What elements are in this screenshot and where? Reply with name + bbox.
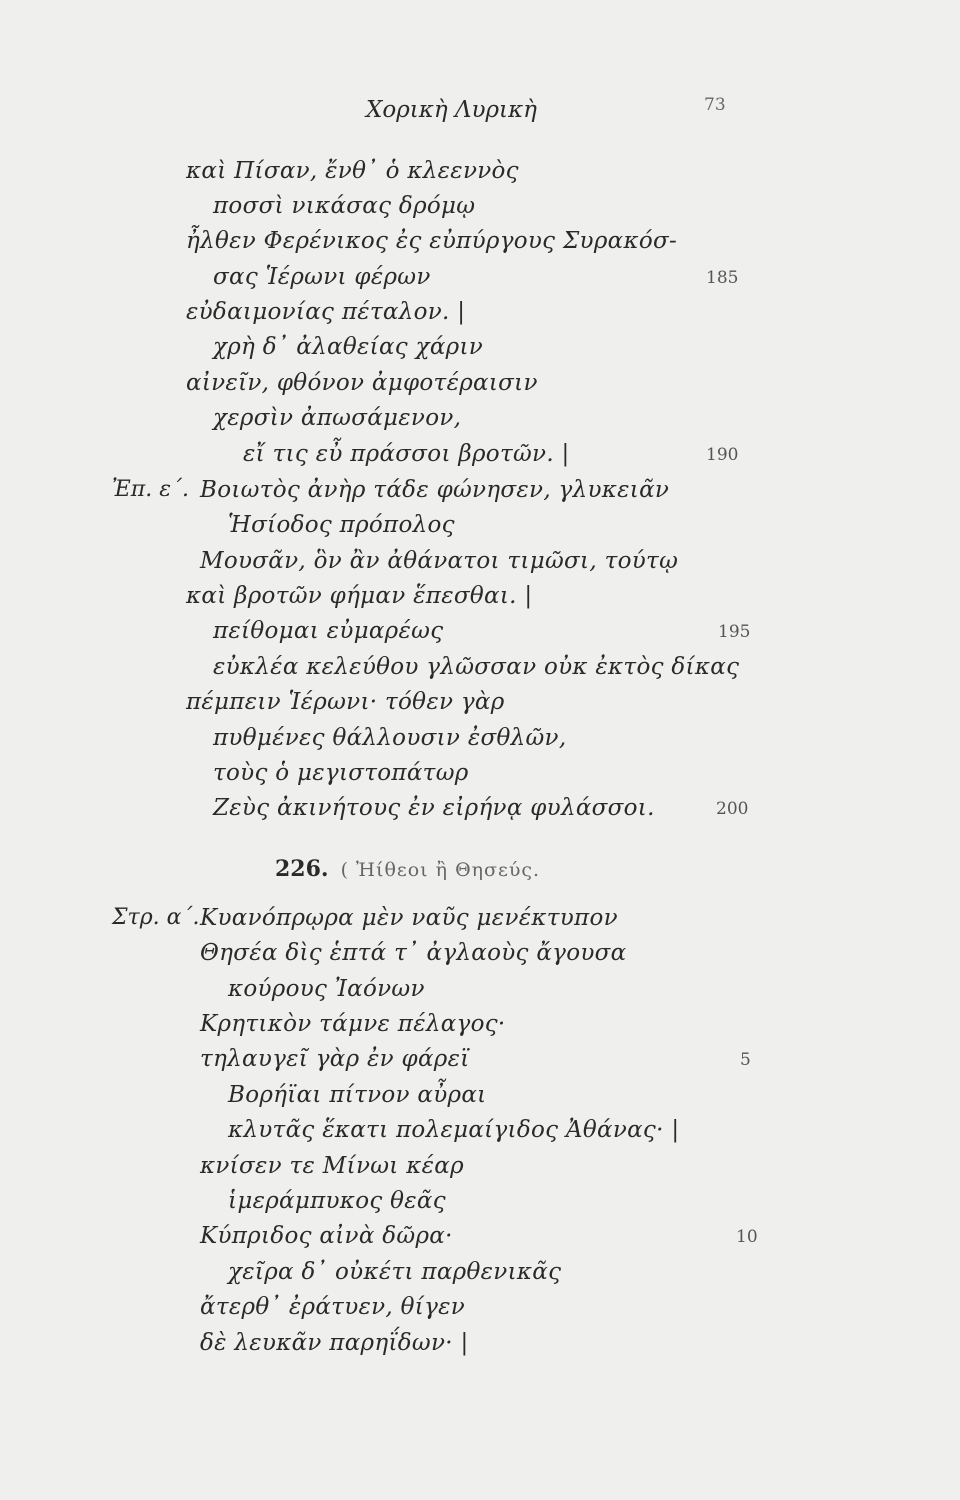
section-number: 226. — [275, 856, 329, 882]
verse-line: καὶ βροτῶν φήμαν ἕπεσθαι. | — [186, 583, 533, 609]
verse-line: ποσσὶ νικάσας δρόμῳ — [213, 193, 476, 219]
verse-line: πείθομαι εὐμαρέως — [213, 618, 444, 644]
verse-line: αἰνεῖν, φθόνον ἀμφοτέραισιν — [186, 370, 538, 396]
verse-line: σας Ἱέρωνι φέρων — [213, 264, 431, 290]
line-number: 10 — [736, 1227, 758, 1247]
verse-line: Κύπριδος αἰνὰ δῶρα· — [200, 1223, 453, 1249]
line-number: 5 — [740, 1050, 751, 1070]
verse-line: καὶ Πίσαν, ἔνθ᾿ ὁ κλεεννὸς — [186, 158, 519, 184]
verse-line: τηλαυγεῖ γὰρ ἐν φάρεϊ — [200, 1046, 470, 1072]
verse-line: ἦλθεν Φερένικος ἐς εὐπύργους Συρακόσ- — [186, 228, 678, 254]
verse-line: χρὴ δ᾿ ἀλαθείας χάριν — [213, 334, 484, 360]
verse-line: χερσὶν ἀπωσάμενον, — [213, 405, 462, 431]
verse-line: κνίσεν τε Μίνωι κέαρ — [200, 1153, 464, 1179]
verse-line: Κυανόπρῳρα μὲν ναῦς μενέκτυπον — [200, 905, 618, 931]
verse-line: κλυτᾶς ἕκατι πολεμαίγιδος Ἀθάνας· | — [228, 1117, 680, 1143]
verse-line: Ἡσίοδος πρόπολος — [228, 512, 455, 538]
verse-line: κούρους Ἰαόνων — [228, 976, 425, 1002]
section-title: ( Ἠίθεοι ἢ Θησεύς. — [340, 859, 541, 881]
verse-line: πέμπειν Ἱέρωνι· τόθεν γὰρ — [186, 689, 505, 715]
line-number: 190 — [706, 445, 739, 465]
verse-line: Ζεὺς ἀκινήτους ἐν εἰρήνᾳ φυλάσσοι. — [213, 795, 655, 821]
verse-line: Μουσᾶν, ὃν ἂν ἀθάνατοι τιμῶσι, τούτῳ — [200, 548, 679, 574]
verse-line: πυθμένες θάλλουσιν ἐσθλῶν, — [213, 725, 567, 751]
running-header-title: Χορικὴ Λυρικὴ — [366, 97, 537, 123]
page-number: 73 — [704, 95, 726, 115]
line-number: 185 — [706, 268, 739, 288]
epode-label: Ἐπ. ε΄. — [112, 477, 190, 502]
section-heading — [275, 856, 540, 882]
verse-line: Βοιωτὸς ἀνὴρ τάδε φώνησεν, γλυκειᾶν — [200, 477, 670, 503]
verse-line: εὐκλέα κελεύθου γλῶσσαν οὐκ ἐκτὸς δίκας — [213, 654, 740, 680]
verse-line: δὲ λευκᾶν παρηΐδων· | — [200, 1330, 469, 1356]
line-number: 195 — [718, 622, 751, 642]
verse-line: τοὺς ὁ μεγιστοπάτωρ — [213, 760, 469, 786]
verse-line: Θησέα δὶς ἑπτά τ᾿ ἀγλαοὺς ἄγουσα — [200, 940, 627, 966]
line-number: 200 — [716, 799, 749, 819]
strophe-label: Στρ. α΄. — [112, 905, 200, 930]
verse-line: Βορήϊαι πίτνον αὖραι — [228, 1082, 487, 1108]
verse-line: Κρητικὸν τάμνε πέλαγος· — [200, 1011, 506, 1037]
verse-line: χεῖρα δ᾿ οὐκέτι παρθενικᾶς — [228, 1259, 562, 1285]
verse-line: εἴ τις εὖ πράσσοι βροτῶν. | — [243, 441, 570, 467]
verse-line: ἱμεράμπυκος θεᾶς — [228, 1188, 446, 1214]
verse-line: εὐδαιμονίας πέταλον. | — [186, 299, 466, 325]
verse-line: ἄτερθ᾿ ἐράτυεν, θίγεν — [200, 1294, 466, 1320]
